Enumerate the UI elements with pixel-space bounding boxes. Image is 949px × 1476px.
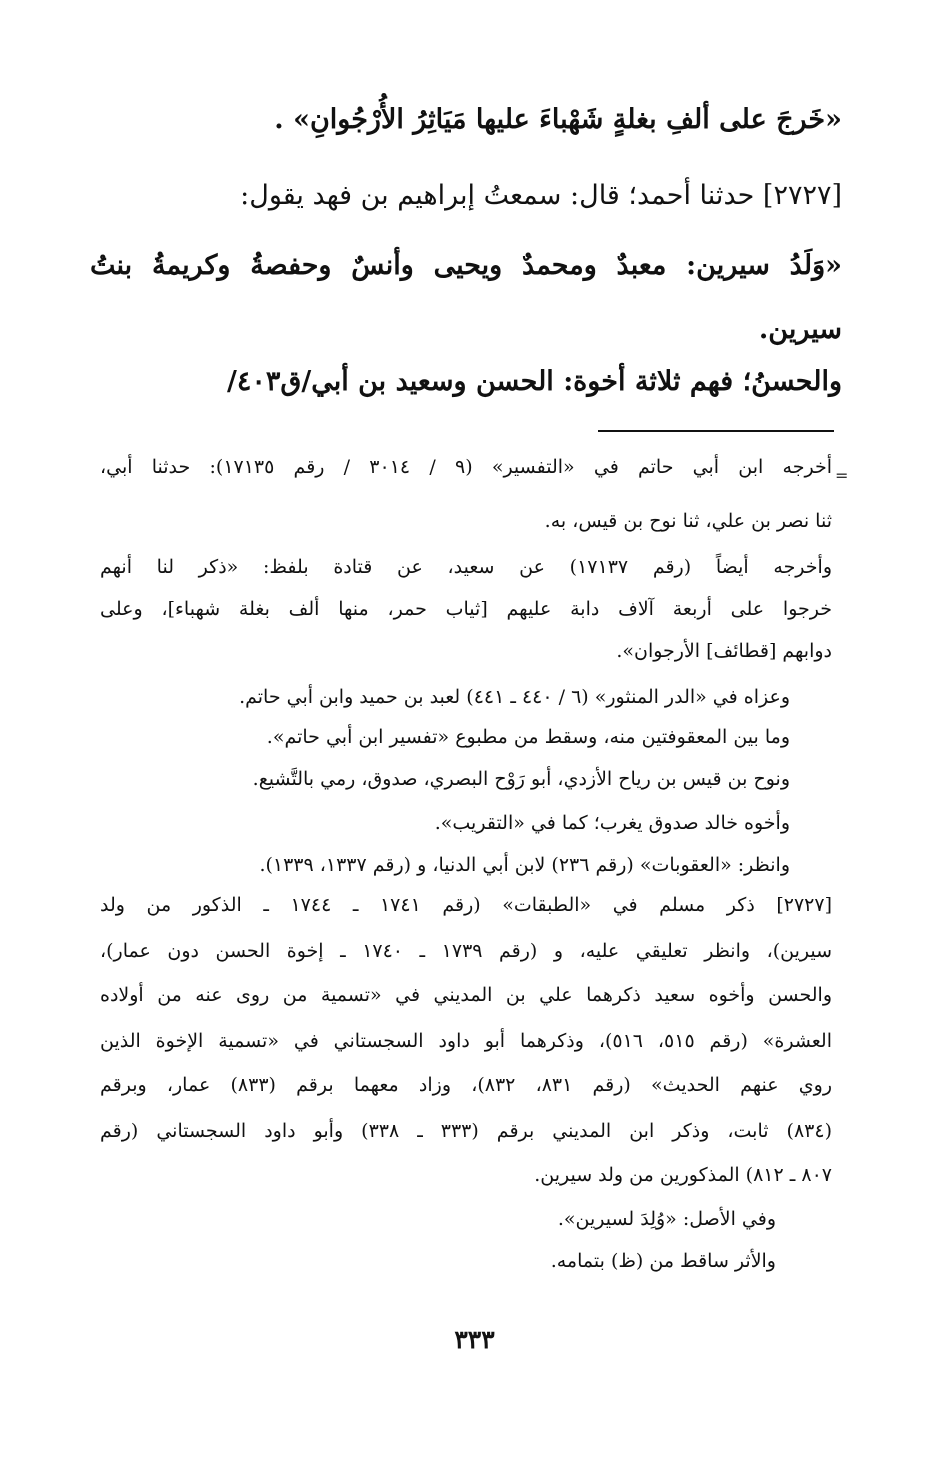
footnote-line-11: [٢٧٢٧] ذكر مسلم في «الطبقات» (رقم ١٧٤١ ـ ١٧٤٤ ـ الذكور من ولد [100,894,832,916]
main-line-4: سيرين. [758,314,842,345]
footnote-line-18: وفي الأصل: «وُلِدَ لسيرين». [557,1208,776,1230]
main-line-2: [٢٧٢٧] حدثنا أحمد؛ قال: سمعتُ إبراهيم بن فهد يقول: [240,180,842,211]
footnote-line-9: وأخوه خالد صدوق يغرب؛ كما في «التقريب». [434,812,790,834]
footnote-line-7: وما بين المعقوفتين منه، وسقط من مطبوع «تفسير ابن أبي حاتم». [266,726,790,748]
footnote-divider [598,430,834,432]
footnote-line-13: والحسن وأخوه سعيد ذكرهما علي بن المديني في «تسمية من روى عنه من أولاده [100,984,832,1006]
footnote-line-12: سيرين)، وانظر تعليقي عليه، و (رقم ١٧٣٩ ـ ١٧٤٠ ـ إخوة الحسن دون عمار)، [100,940,833,962]
footnote-line-16: (٨٣٤) ثابت، وذكر ابن المديني برقم (٣٣٣ ـ ٣٣٨) وأبو داود السجستاني (رقم [100,1120,833,1142]
footnote-line-10: وانظر: «العقوبات» (رقم ٢٣٦) لابن أبي الدنيا، و (رقم ١٣٣٧، ١٣٣٩). [259,854,790,876]
footnote-line-6: وعزاه في «الدر المنثور» (٦ / ٤٤٠ ـ ٤٤١) لعبد بن حميد وابن أبي حاتم. [239,686,790,708]
footnote-line-3: وأخرجه أيضاً (رقم ١٧١٣٧) عن سعيد، عن قتادة بلفظ: «ذكر لنا أنهم [100,556,832,578]
footnote-line-5: دوابهم [قطائف] الأرجوان». [616,640,832,662]
footnote-line-17: ٨٠٧ ـ ٨١٢) المذكورين من ولد سيرين. [534,1164,832,1186]
footnote-line-19: والأثر ساقط من (ظ) بتمامه. [550,1250,776,1272]
footnote-line-8: ونوح بن قيس بن رياح الأزدي، أبو رَوْح البصري، صدوق، رمي بالتَّشيع. [252,768,790,790]
footnote-line-4: خرجوا على أربعة آلاف دابة عليهم [ثياب حمر، منها ألف بغلة شهباء]، وعلى [100,598,832,620]
page-number: ٣٣٣ [454,1325,495,1354]
footnote-line-15: روي عنهم الحديث» (رقم ٨٣١، ٨٣٢)، وزاد معهما برقم (٨٣٣) عمار، وبرقم [100,1074,832,1096]
footnote-line-1: أخرجه ابن أبي حاتم في «التفسير» (٩ / ٣٠١٤ / رقم ١٧١٣٥): حدثنا أبي، [100,456,832,478]
main-line-1: «خَرجَ على ألفِ بغلةٍ شَهْباءَ عليها مَيَاثِرُ الأُرْجُوانِ» . [274,104,842,135]
main-line-5: والحسنُ؛ فهم ثلاثة أخوة: الحسن وسعيد بن أبي/ق٤٠٣/ [227,366,842,397]
footnote-line-2: ثنا نصر بن علي، ثنا نوح بن قيس، به. [544,510,832,532]
footnote-line-14: العشرة» (رقم ٥١٥، ٥١٦)، وذكرهما أبو داود السجستاني في «تسمية الإخوة الذين [100,1030,832,1052]
main-line-3: «وَلَدُ سيرين: معبدٌ ومحمدٌ ويحيى وأنسٌ وحفصةُ وكريمةُ بنتُ [90,250,842,281]
footnote-continuation-marker: = [835,466,849,485]
